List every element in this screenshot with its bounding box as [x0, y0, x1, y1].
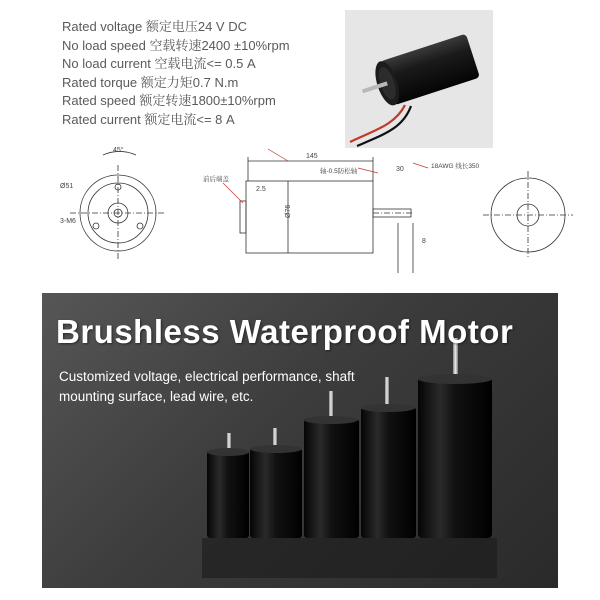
note-wire-label: 18AWG 线长350: [431, 163, 480, 170]
motor-5: [418, 338, 492, 538]
motor-4: [361, 377, 416, 538]
spec-rated-speed: Rated speed 额定转速1800±10%rpm: [62, 93, 276, 108]
spec-rated-current: Rated current 额定电流<= 8 A: [62, 111, 235, 127]
technical-drawing-svg: [58, 143, 593, 295]
dim-51-label: Ø51: [60, 183, 74, 190]
banner-subtitle-line-2: mounting surface, lead wire, etc.: [59, 389, 254, 404]
motor-1: [207, 433, 249, 538]
motor-photo: [345, 10, 493, 148]
spec-rated-voltage: Rated voltage 额定电压24 V DC: [62, 19, 247, 34]
note-front-label: 前后端盖: [203, 176, 229, 183]
motor-photo-illustration: [345, 10, 493, 148]
front-view: [70, 151, 166, 261]
motor-3: [304, 391, 359, 538]
product-banner: [42, 293, 558, 588]
rear-view: [483, 171, 573, 259]
dim-diameter-label: Ø76: [285, 204, 292, 218]
spec-rated-torque: Rated torque 额定力矩0.7 N.m: [62, 74, 239, 90]
banner-subtitle-line-1: Customized voltage, electrical performance, shaft: [59, 369, 355, 384]
dim-30-label: 30: [396, 166, 404, 173]
dim-45-label: 45°: [113, 147, 124, 154]
dim-8-label: 8: [422, 238, 426, 245]
banner-title: Brushless Waterproof Motor: [56, 313, 514, 350]
spec-no-load-speed: No load speed 空载转速2400 ±10%rpm: [62, 37, 290, 53]
note-shaft-label: 轴-0.5防松轴: [320, 168, 358, 175]
dim-length-label: 145: [306, 153, 318, 160]
dim-25-label: 2.5: [256, 186, 266, 193]
dim-3m6-label: 3-M6: [60, 218, 76, 225]
technical-drawing: [58, 143, 593, 295]
spec-list: [62, 18, 342, 129]
motor-2: [250, 428, 302, 538]
spec-no-load-current: No load current 空载电流<= 0.5 A: [62, 56, 256, 71]
banner-subtitle: [59, 367, 355, 407]
